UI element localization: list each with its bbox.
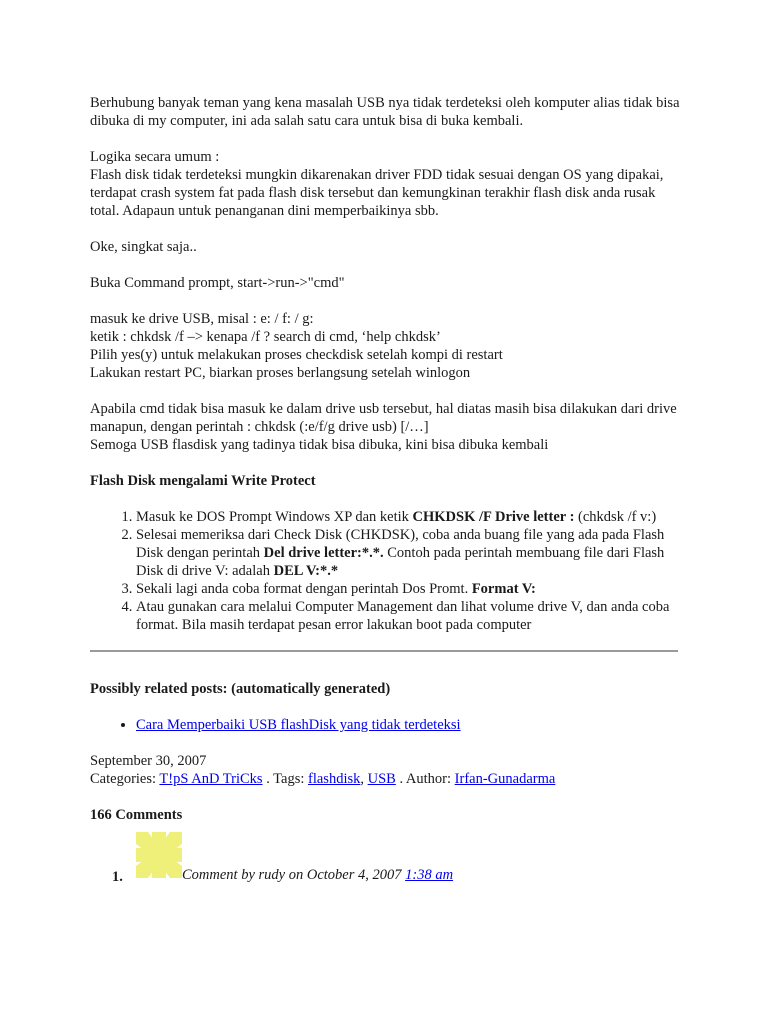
comment-time-link[interactable]: 1:38 am — [405, 867, 454, 883]
step-text: Selesai memeriksa dari Check Disk (CHKDSK), coba anda buang file yang ada pada Flash Disk dengan perintah — [136, 527, 665, 561]
related-posts-list — [90, 716, 680, 734]
logic-text: Flash disk tidak terdeteksi mungkin dikarenakan driver FDD tidak sesuai dengan OS yang dipakai, terdapat crash system fat pada flash disk tersebut dan kemungkinan terakhir flash disk anda rusak total. Adapaun untuk penanganan dini memperbaikinya sbb. — [90, 167, 664, 219]
apabila-paragraph: Apabila cmd tidak bisa masuk ke dalam drive usb tersebut, hal diatas masih bisa dilakukan dari drive manapun, dengan perintah : chkdsk (:e/f/g drive usb) [/…] — [90, 401, 677, 435]
categories-label: Categories: — [90, 771, 160, 787]
related-posts-heading: Possibly related posts: (automatically generated) — [90, 681, 391, 697]
oke-line: Oke, singkat saja.. — [90, 239, 197, 255]
post-content — [90, 94, 680, 885]
post-meta-line — [90, 770, 680, 788]
step-text: Atau gunakan cara melalui Computer Management dan lihat volume drive V, dan anda coba format. Bila masih terdapat pesan error lakukan boot pada computer — [136, 599, 670, 633]
step-text: Masuk ke DOS Prompt Windows XP dan ketik — [136, 509, 413, 525]
step-command: DEL V:*.* — [273, 563, 339, 579]
step-line: masuk ke drive USB, misal : e: / f: / g: — [90, 311, 314, 327]
author-link[interactable]: Irfan-Gunadarma — [454, 771, 556, 787]
step-line: ketik : chkdsk /f –> kenapa /f ? search di cmd, ‘help chkdsk’ — [90, 329, 441, 345]
step-text: (chkdsk /f v:) — [574, 509, 657, 525]
comment-number: 1. — [112, 869, 123, 885]
step-command: CHKDSK /F Drive letter : — [412, 509, 575, 525]
tag-link-flashdisk[interactable]: flashdisk — [308, 771, 361, 787]
semoga-line: Semoga USB flasdisk yang tadinya tidak bisa dibuka, kini bisa dibuka kembali — [90, 437, 549, 453]
tag-link-usb[interactable]: USB — [367, 771, 396, 787]
write-protect-heading: Flash Disk mengalami Write Protect — [90, 473, 316, 489]
write-protect-step — [136, 598, 680, 634]
step-command: Format V: — [471, 581, 536, 597]
write-protect-steps — [90, 508, 680, 634]
write-protect-step — [136, 580, 680, 598]
intro-paragraph: Berhubung banyak teman yang kena masalah USB nya tidak terdeteksi oleh komputer alias tidak bisa dibuka di my computer, ini ada salah satu cara untuk bisa di buka kembali. — [90, 95, 680, 129]
logic-label: Logika secara umum : — [90, 149, 220, 165]
step-line: Pilih yes(y) untuk melakukan proses checkdisk setelah kompi di restart — [90, 347, 503, 363]
tag-separator: , — [360, 771, 368, 787]
tags-label: . Tags: — [262, 771, 309, 787]
avatar-icon — [136, 832, 182, 878]
buka-line: Buka Command prompt, start->run->"cmd" — [90, 275, 345, 291]
related-post-link[interactable]: Cara Memperbaiki USB flashDisk yang tidak terdeteksi — [136, 717, 461, 733]
write-protect-step — [136, 508, 680, 526]
step-text: Sekali lagi anda coba format dengan perintah Dos Promt. — [136, 581, 472, 597]
comments-heading: 166 Comments — [90, 807, 183, 823]
post-date: September 30, 2007 — [90, 753, 207, 769]
category-link[interactable]: T!pS AnD TriCks — [159, 771, 263, 787]
comment-byline: Comment by rudy on October 4, 2007 — [182, 867, 406, 883]
comment-item — [112, 832, 680, 885]
comment-meta — [182, 866, 453, 884]
comments-list — [90, 832, 680, 885]
step-text: Contoh pada perintah membuang file dari Flash Disk di drive V: adalah — [136, 545, 665, 579]
step-line: Lakukan restart PC, biarkan proses berlangsung setelah winlogon — [90, 365, 471, 381]
author-label: . Author: — [395, 771, 455, 787]
related-post-item — [136, 716, 680, 734]
write-protect-step — [136, 526, 680, 580]
step-command: Del drive letter:*.*. — [263, 545, 384, 561]
